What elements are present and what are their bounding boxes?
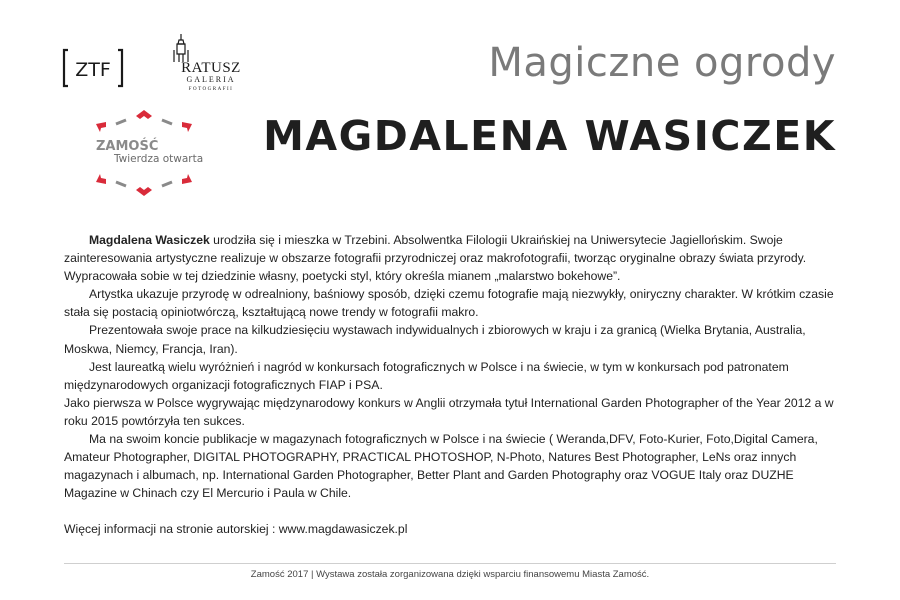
bio-paragraph-3: Prezentowała swoje prace na kilkudziesięciu wystawach indywidualnych i zbiorowych w kraju i za granicą (Wielka Brytania, Australia, Moskwa, Niemcy, Francja, Iran). — [64, 323, 806, 356]
bio-paragraph-1-text: urodziła się i mieszka w Trzebini. Absolwentka Filologii Ukraińskiej na Uniwersytecie Jagiellońskim. Swoje zainteresowania artystyczne realizuje w obszarze fotografii przyrodniczej oraz makrofotografii, tworząc oryginalne obrazy świata przyrody. Wypracowała sobie w tej dziedzinie własny, poetycki styl, który określa mianem „malarstwo bokehowe”. — [64, 233, 807, 284]
bio-paragraph-6: Ma na swoim koncie publikacje w magazynach fotograficznych w Polsce i na świecie ( Weranda,DFV, Foto-Kurier, Foto,Digital Camera, Amateur Photographer, DIGITAL PHOTOGRAPHY, PRACTICAL PHOTOSHOP, N-Photo, Natures Best Photographer, LeNs oraz innych magazynach i albumach, np. International Garden Photographer, Better Plant and Garden Photography oraz VOGUE Italy oraz DUZHE Magazine w Chinach czy El Mercurio i Paula w Chile. — [64, 432, 818, 501]
ratusz-galeria-logo — [166, 32, 246, 96]
exhibition-subtitle: Magiczne ogrody — [488, 40, 836, 86]
ratusz-text: RATUSZ — [181, 60, 241, 76]
spacer — [64, 502, 844, 520]
artist-title: MAGDALENA WASICZEK — [263, 112, 836, 160]
artist-bio — [64, 231, 844, 539]
ztf-logo — [62, 47, 124, 89]
galeria-text: GALERIA — [186, 75, 236, 84]
zamosc-name: ZAMOŚĆ — [96, 139, 159, 154]
bio-paragraph-2: Artystka ukazuje przyrodę w odrealniony, baśniowy sposób, dzięki czemu fotografie mają niezwykły, oniryczny charakter. W krótkim czasie stała się postacią opiniotwórczą, kształtującą nowe trendy w fotografii makro. — [64, 287, 834, 320]
fotografii-text: FOTOGRAFII — [188, 87, 234, 92]
bio-paragraph-4: Jest laureatką wielu wyróżnień i nagród w konkursach fotograficznych w Polsce i na świecie, w tym w konkursach pod patronatem międzynarodowych organizacji fotograficznych FIAP i PSA. — [64, 359, 789, 392]
zamosc-tagline: Twierdza otwarta — [114, 153, 204, 165]
bio-paragraph-1 — [64, 231, 844, 285]
bio-paragraph-5: Jako pierwsza w Polsce wygrywając międzynarodowy konkurs w Anglii otrzymała tytuł International Garden Photographer of the Year 2012 a w roku 2015 powtórzyła ten sukces. — [64, 395, 834, 428]
more-info-link: Więcej informacji na stronie autorskiej : www.magdawasiczek.pl — [64, 522, 408, 537]
ztf-logo-text: ZTF — [75, 59, 111, 81]
zamosc-logo — [86, 110, 208, 196]
footer-credit: Zamość 2017 | Wystawa została zorganizowana dzięki wsparciu finansowemu Miasta Zamość. — [250, 569, 650, 580]
bio-artist-name: Magdalena Wasiczek — [89, 233, 210, 247]
footer-divider — [64, 563, 836, 564]
